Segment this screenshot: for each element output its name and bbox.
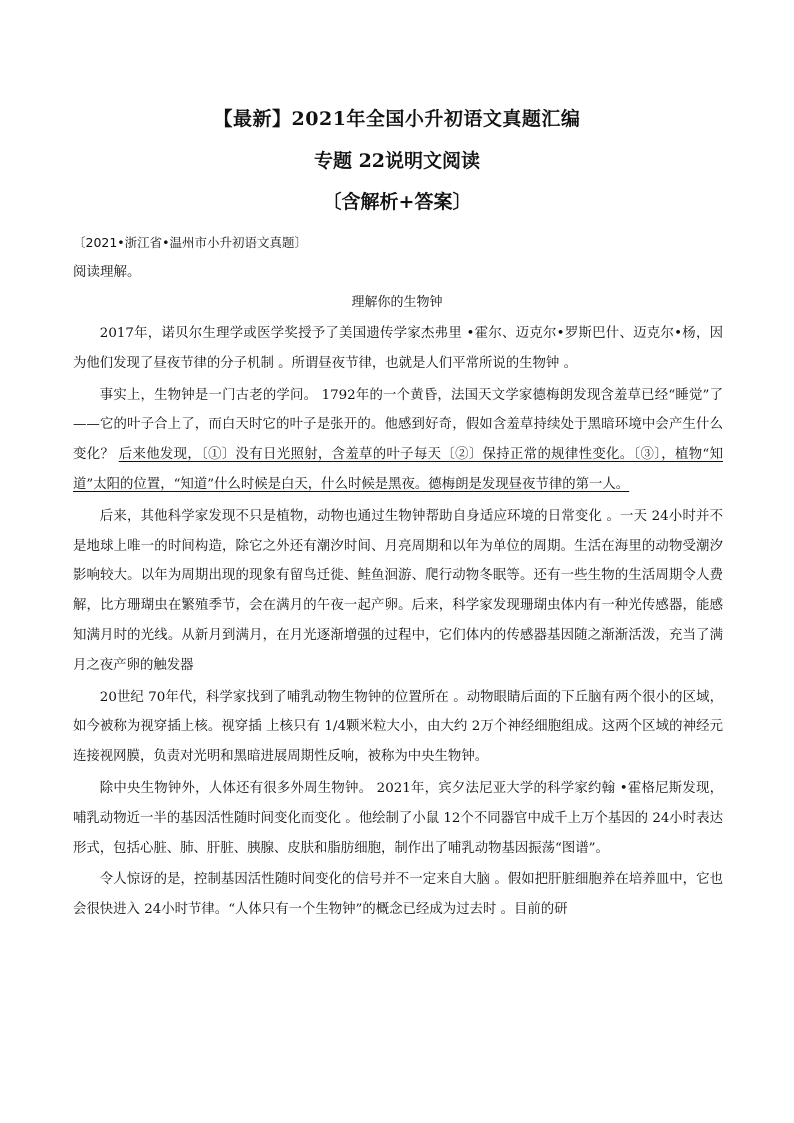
paragraph-6: 令人惊讶的是，控制基因活性随时间变化的信号并不一定来自大脑 。假如把肝脏细胞养在培养皿中，它也会很快进入 24小时节律。“人体只有一个生物钟”的概念已经成为过去时 。目前的研 bbox=[73, 872, 723, 918]
document-note: 〔含解析+答案〕 bbox=[322, 191, 472, 213]
paragraph-5: 除中央生物钟外，人体还有很多外周生物钟。 2021年，宾夕法尼亚大学的科学家约翰 •霍格尼斯发现，哺乳动物近一半的基因活性随时间变化而变化 。他绘制了小鼠 12个不同器官中成千上万个基因的 24小时表达形式，包括心脏、肺、肝脏、胰腺、皮肤和脂肪细胞，制作出了哺乳动物基因振荡“图谱”。 bbox=[73, 780, 723, 856]
underlined-passage: 后来他发现，〔①〕没有日光照射，含羞草的叶子每天〔②〕保持正常的规律性变化。〔③〕，植物“知道”太阳的位置，“知道”什么时候是白天，什么时候是黑夜。德梅朗是发现昼夜节律的第一人。 bbox=[73, 447, 723, 492]
question-source: 〔2021•浙江省•温州市小升初语文真题〕 bbox=[73, 235, 308, 250]
paragraph-3: 后来，其他科学家发现不只是植物，动物也通过生物钟帮助自身适应环境的日常变化 。一天 24小时并不是地球上唯一的时间构造，除它之外还有潮汐时间、月亮周期和以年为单位的周期。生活在海里的动物受潮汐影响较大。以年为周期出现的现象有留鸟迁徙、鲑鱼洄游、爬行动物冬眠等。还有一些生物的生活周期令人费解，比方珊瑚虫在繁殖季节，会在满月的午夜一起产卵。后来，科学家发现珊瑚虫体内有一种光传感器，能感知满月时的光线。从新月到满月，在月光逐渐增强的过程中，它们体内的传感器基因随之渐渐活泼，充当了满月之夜产卵的触发器 bbox=[73, 508, 723, 673]
question-instruction: 阅读理解。 bbox=[73, 264, 141, 280]
document-title: 【最新】2021年全国小升初语文真题汇编 bbox=[213, 108, 581, 130]
article-title: 理解你的生物钟 bbox=[351, 295, 443, 310]
paragraph-2 bbox=[73, 381, 723, 500]
document-subtitle: 专题 22说明文阅读 bbox=[313, 150, 481, 172]
paragraph-1: 2017年，诺贝尔生理学或医学奖授予了美国遗传学家杰弗里 •霍尔、迈克尔•罗斯巴什、迈克尔•杨，因为他们发现了昼夜节律的分子机制 。所谓昼夜节律，也就是人们平常所说的生物钟 。 bbox=[73, 326, 723, 371]
paragraph-2-text: 事实上，生物钟是一门古老的学问。 1792年的一个黄昏，法国天文学家德梅朗发现含羞草已经“睡觉”了——它的叶子合上了，而白天时它的叶子是张开的。他感到好奇，假如含羞草持续处于黑暗环境中会产生什么变化？ bbox=[73, 387, 723, 463]
article-body bbox=[73, 319, 723, 927]
paragraph-4: 20世纪 70年代，科学家找到了哺乳动物生物钟的位置所在 。动物眼睛后面的下丘脑有两个很小的区域，如今被称为视穿插上核。视穿插 上核只有 1/4颗米粒大小，由大约 2万个神经细胞组成。这两个区域的神经元连接视网膜，负责对光明和黑暗进展周期性反响，被称为中央生物钟。 bbox=[73, 689, 723, 765]
